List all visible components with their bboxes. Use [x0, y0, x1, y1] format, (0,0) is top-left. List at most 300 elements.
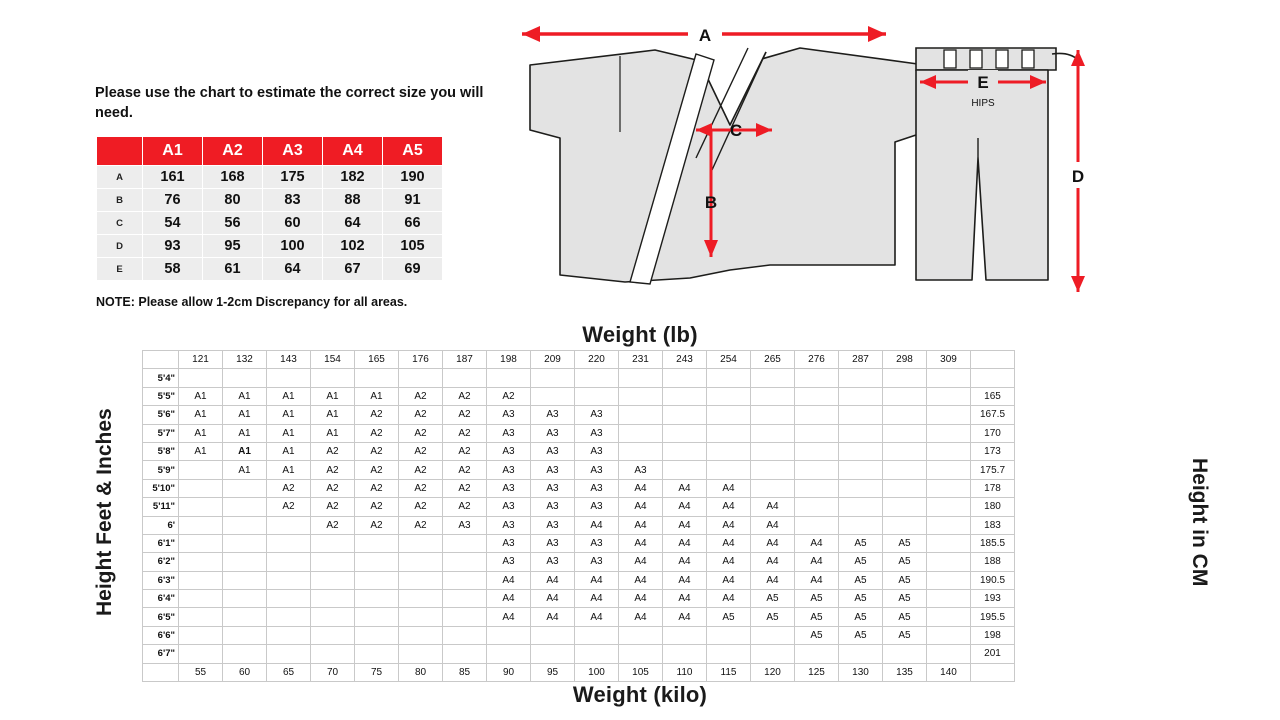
- height-cm-10: 188: [971, 553, 1015, 571]
- size-cell-6-10: A4: [619, 479, 663, 497]
- height-ft-2: 5'6": [143, 406, 179, 424]
- size-cell-6-0: [179, 479, 223, 497]
- height-ft-1: 5'5": [143, 387, 179, 405]
- arrow-d: [1062, 50, 1094, 292]
- size-cell-7-4: A2: [355, 498, 399, 516]
- size-cell-3-14: [795, 424, 839, 442]
- size-cell-5-8: A3: [531, 461, 575, 479]
- size-cell-11-8: A4: [531, 571, 575, 589]
- size-cell-7-15: [839, 498, 883, 516]
- size-cell-2-16: [883, 406, 927, 424]
- size-cell-9-11: A4: [663, 534, 707, 552]
- weight-kg-125: 125: [795, 663, 839, 681]
- size-cell-0-8: [531, 369, 575, 387]
- weight-kg-65: 65: [267, 663, 311, 681]
- size-cell-15-3: [311, 645, 355, 663]
- size-cell-10-15: A5: [839, 553, 883, 571]
- size-cell-12-6: [443, 590, 487, 608]
- size-cell-15-15: [839, 645, 883, 663]
- size-cell-3-13: [751, 424, 795, 442]
- matrix-corner-top-right: [971, 351, 1015, 369]
- size-cell-8-10: A4: [619, 516, 663, 534]
- size-cell-15-5: [399, 645, 443, 663]
- size-cell-13-14: A5: [795, 608, 839, 626]
- size-cell-3-5: A2: [399, 424, 443, 442]
- discrepancy-note: [96, 295, 407, 309]
- size-cell-2-0: A1: [179, 406, 223, 424]
- right-margin: [1216, 0, 1280, 720]
- size-cell-4-1: A1: [223, 442, 267, 460]
- size-cell-12-17: [927, 590, 971, 608]
- size-cell-1-17: [927, 387, 971, 405]
- weight-kg-80: 80: [399, 663, 443, 681]
- height-ft-9: 6'1": [143, 534, 179, 552]
- matrix-corner-bottom-left: [143, 663, 179, 681]
- size-cell-0-5: [399, 369, 443, 387]
- size-cell-15-10: [619, 645, 663, 663]
- size-cell-12-14: A5: [795, 590, 839, 608]
- size-cell-1-2: A1: [267, 387, 311, 405]
- size-cell-10-0: [179, 553, 223, 571]
- size-cell-3-17: [927, 424, 971, 442]
- size-cell-7-11: A4: [663, 498, 707, 516]
- size-cell-13-0: [179, 608, 223, 626]
- size-cell-0-11: [663, 369, 707, 387]
- size-cell-15-11: [663, 645, 707, 663]
- size-cell-9-9: A3: [575, 534, 619, 552]
- height-cm-2: 167.5: [971, 406, 1015, 424]
- weight-lb-187: 187: [443, 351, 487, 369]
- size-cell-6-6: A2: [443, 479, 487, 497]
- size-cell-12-4: [355, 590, 399, 608]
- size-cell-5-12: [707, 461, 751, 479]
- cell-e-a5: 69: [383, 258, 443, 281]
- size-cell-11-10: A4: [619, 571, 663, 589]
- size-cell-2-2: A1: [267, 406, 311, 424]
- size-cell-3-7: A3: [487, 424, 531, 442]
- size-cell-12-3: [311, 590, 355, 608]
- size-cell-9-3: [311, 534, 355, 552]
- weight-kg-55: 55: [179, 663, 223, 681]
- size-cell-0-7: [487, 369, 531, 387]
- measurement-table-corner: [97, 137, 143, 166]
- size-cell-5-6: A2: [443, 461, 487, 479]
- size-cell-9-10: A4: [619, 534, 663, 552]
- size-cell-14-17: [927, 626, 971, 644]
- size-cell-8-14: [795, 516, 839, 534]
- weight-lb-198: 198: [487, 351, 531, 369]
- size-cell-9-16: A5: [883, 534, 927, 552]
- size-cell-15-4: [355, 645, 399, 663]
- left-margin: [0, 0, 64, 720]
- size-cell-12-11: A4: [663, 590, 707, 608]
- size-cell-4-3: A2: [311, 442, 355, 460]
- size-cell-0-16: [883, 369, 927, 387]
- height-ft-8: 6': [143, 516, 179, 534]
- size-cell-5-0: [179, 461, 223, 479]
- cell-b-a2: 80: [203, 189, 263, 212]
- size-cell-12-1: [223, 590, 267, 608]
- height-ft-4: 5'8": [143, 442, 179, 460]
- size-cell-4-9: A3: [575, 442, 619, 460]
- size-cell-5-1: A1: [223, 461, 267, 479]
- size-cell-1-15: [839, 387, 883, 405]
- size-cell-10-16: A5: [883, 553, 927, 571]
- weight-lb-309: 309: [927, 351, 971, 369]
- size-cell-10-4: [355, 553, 399, 571]
- size-cell-1-7: A2: [487, 387, 531, 405]
- size-cell-13-11: A4: [663, 608, 707, 626]
- weight-lb-231: 231: [619, 351, 663, 369]
- weight-kg-85: 85: [443, 663, 487, 681]
- size-cell-6-9: A3: [575, 479, 619, 497]
- size-cell-6-17: [927, 479, 971, 497]
- size-cell-14-6: [443, 626, 487, 644]
- weight-lb-209: 209: [531, 351, 575, 369]
- size-cell-14-5: [399, 626, 443, 644]
- size-cell-12-8: A4: [531, 590, 575, 608]
- size-cell-3-15: [839, 424, 883, 442]
- size-cell-3-2: A1: [267, 424, 311, 442]
- weight-kg-70: 70: [311, 663, 355, 681]
- size-cell-11-11: A4: [663, 571, 707, 589]
- matrix-header-kg: [143, 663, 1015, 681]
- label-d: D: [1071, 167, 1085, 186]
- weight-kg-115: 115: [707, 663, 751, 681]
- size-cell-6-15: [839, 479, 883, 497]
- size-cell-2-12: [707, 406, 751, 424]
- size-cell-3-3: A1: [311, 424, 355, 442]
- label-hips: HIPS: [971, 98, 995, 109]
- size-cell-6-12: A4: [707, 479, 751, 497]
- size-cell-4-15: [839, 442, 883, 460]
- arrow-a: [522, 22, 886, 46]
- size-cell-2-6: A2: [443, 406, 487, 424]
- size-cell-1-13: [751, 387, 795, 405]
- height-ft-11: 6'3": [143, 571, 179, 589]
- size-cell-7-8: A3: [531, 498, 575, 516]
- size-cell-14-11: [663, 626, 707, 644]
- height-cm-6: 178: [971, 479, 1015, 497]
- size-cell-9-2: [267, 534, 311, 552]
- size-cell-8-3: A2: [311, 516, 355, 534]
- table-row: [143, 516, 1015, 534]
- height-ft-7: 5'11": [143, 498, 179, 516]
- size-cell-11-2: [267, 571, 311, 589]
- size-cell-14-14: A5: [795, 626, 839, 644]
- size-cell-9-6: [443, 534, 487, 552]
- table-row: [97, 258, 443, 281]
- cell-e-a4: 67: [323, 258, 383, 281]
- size-cell-15-7: [487, 645, 531, 663]
- size-cell-2-3: A1: [311, 406, 355, 424]
- size-cell-3-11: [663, 424, 707, 442]
- table-row: [143, 387, 1015, 405]
- size-cell-10-13: A4: [751, 553, 795, 571]
- size-cell-8-6: A3: [443, 516, 487, 534]
- size-cell-6-3: A2: [311, 479, 355, 497]
- size-cell-7-3: A2: [311, 498, 355, 516]
- size-cell-9-0: [179, 534, 223, 552]
- size-cell-15-1: [223, 645, 267, 663]
- size-cell-9-15: A5: [839, 534, 883, 552]
- size-cell-8-12: A4: [707, 516, 751, 534]
- size-cell-7-17: [927, 498, 971, 516]
- size-cell-6-14: [795, 479, 839, 497]
- height-ft-0: 5'4": [143, 369, 179, 387]
- height-feet-axis-label: Height Feet & Inches: [93, 408, 116, 616]
- size-cell-8-16: [883, 516, 927, 534]
- size-cell-15-13: [751, 645, 795, 663]
- size-cell-12-12: A4: [707, 590, 751, 608]
- size-cell-3-16: [883, 424, 927, 442]
- size-cell-6-2: A2: [267, 479, 311, 497]
- size-cell-2-9: A3: [575, 406, 619, 424]
- size-cell-14-8: [531, 626, 575, 644]
- size-cell-13-10: A4: [619, 608, 663, 626]
- size-cell-1-0: A1: [179, 387, 223, 405]
- size-cell-2-1: A1: [223, 406, 267, 424]
- height-cm-13: 195.5: [971, 608, 1015, 626]
- weight-lb-165: 165: [355, 351, 399, 369]
- size-cell-7-16: [883, 498, 927, 516]
- cell-a-a1: 161: [143, 166, 203, 189]
- height-ft-10: 6'2": [143, 553, 179, 571]
- table-row: [143, 571, 1015, 589]
- size-cell-0-0: [179, 369, 223, 387]
- cell-c-a1: 54: [143, 212, 203, 235]
- weight-lb-176: 176: [399, 351, 443, 369]
- size-cell-15-0: [179, 645, 223, 663]
- size-cell-4-5: A2: [399, 442, 443, 460]
- jacket-shape: [530, 48, 925, 284]
- table-row: [97, 235, 443, 258]
- size-cell-14-10: [619, 626, 663, 644]
- size-cell-3-8: A3: [531, 424, 575, 442]
- cell-b-a3: 83: [263, 189, 323, 212]
- measurement-col-a5: A5: [383, 137, 443, 166]
- size-cell-15-8: [531, 645, 575, 663]
- size-cell-12-15: A5: [839, 590, 883, 608]
- size-cell-1-16: [883, 387, 927, 405]
- size-cell-2-7: A3: [487, 406, 531, 424]
- table-row: [143, 645, 1015, 663]
- size-cell-10-6: [443, 553, 487, 571]
- size-cell-3-12: [707, 424, 751, 442]
- weight-kg-95: 95: [531, 663, 575, 681]
- size-cell-4-13: [751, 442, 795, 460]
- size-cell-13-13: A5: [751, 608, 795, 626]
- weight-kg-110: 110: [663, 663, 707, 681]
- size-cell-14-2: [267, 626, 311, 644]
- size-cell-8-0: [179, 516, 223, 534]
- height-ft-6: 5'10": [143, 479, 179, 497]
- size-cell-13-5: [399, 608, 443, 626]
- size-cell-4-11: [663, 442, 707, 460]
- height-ft-12: 6'4": [143, 590, 179, 608]
- size-cell-9-8: A3: [531, 534, 575, 552]
- size-cell-1-10: [619, 387, 663, 405]
- size-cell-7-0: [179, 498, 223, 516]
- size-cell-7-12: A4: [707, 498, 751, 516]
- size-cell-0-2: [267, 369, 311, 387]
- measurement-table-header-row: [97, 137, 443, 166]
- label-a: A: [698, 26, 712, 45]
- size-cell-2-13: [751, 406, 795, 424]
- measurement-col-a3: A3: [263, 137, 323, 166]
- size-cell-1-6: A2: [443, 387, 487, 405]
- size-cell-11-17: [927, 571, 971, 589]
- size-cell-15-2: [267, 645, 311, 663]
- weight-kg-title: Weight (kilo): [572, 682, 708, 707]
- size-cell-13-15: A5: [839, 608, 883, 626]
- size-cell-8-11: A4: [663, 516, 707, 534]
- table-row: [143, 406, 1015, 424]
- height-cm-11: 190.5: [971, 571, 1015, 589]
- size-cell-2-14: [795, 406, 839, 424]
- height-ft-14: 6'6": [143, 626, 179, 644]
- size-cell-15-17: [927, 645, 971, 663]
- garment-diagram: [500, 20, 1120, 320]
- size-cell-12-7: A4: [487, 590, 531, 608]
- weight-kg-60: 60: [223, 663, 267, 681]
- size-cell-10-3: [311, 553, 355, 571]
- weight-kg-100: 100: [575, 663, 619, 681]
- size-cell-6-5: A2: [399, 479, 443, 497]
- size-cell-10-10: A4: [619, 553, 663, 571]
- size-cell-8-13: A4: [751, 516, 795, 534]
- size-cell-15-9: [575, 645, 619, 663]
- height-cm-15: 201: [971, 645, 1015, 663]
- height-cm-7: 180: [971, 498, 1015, 516]
- size-cell-8-17: [927, 516, 971, 534]
- size-cell-8-7: A3: [487, 516, 531, 534]
- height-cm-0: [971, 369, 1015, 387]
- cell-d-a2: 95: [203, 235, 263, 258]
- size-cell-1-9: [575, 387, 619, 405]
- size-cell-7-1: [223, 498, 267, 516]
- matrix-corner-top-left: [143, 351, 179, 369]
- size-matrix: [64, 322, 1216, 712]
- size-cell-8-1: [223, 516, 267, 534]
- size-cell-15-6: [443, 645, 487, 663]
- weight-kg-105: 105: [619, 663, 663, 681]
- height-ft-15: 6'7": [143, 645, 179, 663]
- cell-e-a3: 64: [263, 258, 323, 281]
- height-ft-5: 5'9": [143, 461, 179, 479]
- size-cell-5-17: [927, 461, 971, 479]
- size-cell-12-5: [399, 590, 443, 608]
- size-cell-13-8: A4: [531, 608, 575, 626]
- size-cell-11-0: [179, 571, 223, 589]
- size-cell-11-3: [311, 571, 355, 589]
- cell-b-a4: 88: [323, 189, 383, 212]
- size-cell-15-16: [883, 645, 927, 663]
- size-cell-9-13: A4: [751, 534, 795, 552]
- size-cell-7-6: A2: [443, 498, 487, 516]
- size-cell-1-11: [663, 387, 707, 405]
- table-row: [97, 189, 443, 212]
- cell-e-a1: 58: [143, 258, 203, 281]
- size-cell-13-4: [355, 608, 399, 626]
- cell-a-a5: 190: [383, 166, 443, 189]
- size-cell-14-15: A5: [839, 626, 883, 644]
- row-label-c: C: [97, 212, 143, 235]
- size-cell-5-2: A1: [267, 461, 311, 479]
- size-cell-3-9: A3: [575, 424, 619, 442]
- size-cell-6-16: [883, 479, 927, 497]
- cell-a-a3: 175: [263, 166, 323, 189]
- size-cell-1-3: A1: [311, 387, 355, 405]
- garment-diagram-svg: [500, 20, 1120, 320]
- size-cell-10-1: [223, 553, 267, 571]
- size-cell-1-1: A1: [223, 387, 267, 405]
- table-row: [143, 553, 1015, 571]
- height-ft-13: 6'5": [143, 608, 179, 626]
- size-cell-3-1: A1: [223, 424, 267, 442]
- size-cell-4-10: [619, 442, 663, 460]
- size-cell-5-9: A3: [575, 461, 619, 479]
- size-cell-0-12: [707, 369, 751, 387]
- size-cell-5-5: A2: [399, 461, 443, 479]
- size-cell-11-5: [399, 571, 443, 589]
- size-cell-6-4: A2: [355, 479, 399, 497]
- cell-b-a5: 91: [383, 189, 443, 212]
- size-cell-4-16: [883, 442, 927, 460]
- size-cell-5-4: A2: [355, 461, 399, 479]
- height-cm-9: 185.5: [971, 534, 1015, 552]
- size-cell-13-3: [311, 608, 355, 626]
- table-row: [143, 626, 1015, 644]
- size-cell-12-9: A4: [575, 590, 619, 608]
- size-cell-6-7: A3: [487, 479, 531, 497]
- size-cell-9-14: A4: [795, 534, 839, 552]
- table-row: [143, 461, 1015, 479]
- size-cell-13-2: [267, 608, 311, 626]
- size-cell-8-2: [267, 516, 311, 534]
- size-cell-5-14: [795, 461, 839, 479]
- weight-lb-title: Weight (lb): [582, 322, 698, 347]
- cell-d-a3: 100: [263, 235, 323, 258]
- size-cell-11-7: A4: [487, 571, 531, 589]
- weight-lb-254: 254: [707, 351, 751, 369]
- label-c: C: [729, 121, 743, 140]
- cell-e-a2: 61: [203, 258, 263, 281]
- measurement-table: [96, 136, 443, 281]
- size-cell-0-10: [619, 369, 663, 387]
- size-cell-1-5: A2: [399, 387, 443, 405]
- height-ft-3: 5'7": [143, 424, 179, 442]
- table-row: [143, 442, 1015, 460]
- size-cell-10-11: A4: [663, 553, 707, 571]
- size-cell-8-4: A2: [355, 516, 399, 534]
- size-cell-9-17: [927, 534, 971, 552]
- intro-text: Please use the chart to estimate the correct size you will need.: [95, 85, 484, 121]
- size-cell-0-15: [839, 369, 883, 387]
- size-cell-5-15: [839, 461, 883, 479]
- size-cell-0-17: [927, 369, 971, 387]
- size-cell-4-12: [707, 442, 751, 460]
- size-cell-2-8: A3: [531, 406, 575, 424]
- size-cell-10-12: A4: [707, 553, 751, 571]
- size-cell-9-1: [223, 534, 267, 552]
- size-cell-7-2: A2: [267, 498, 311, 516]
- size-cell-0-14: [795, 369, 839, 387]
- size-cell-7-14: [795, 498, 839, 516]
- size-cell-13-1: [223, 608, 267, 626]
- height-cm-1: 165: [971, 387, 1015, 405]
- size-cell-7-7: A3: [487, 498, 531, 516]
